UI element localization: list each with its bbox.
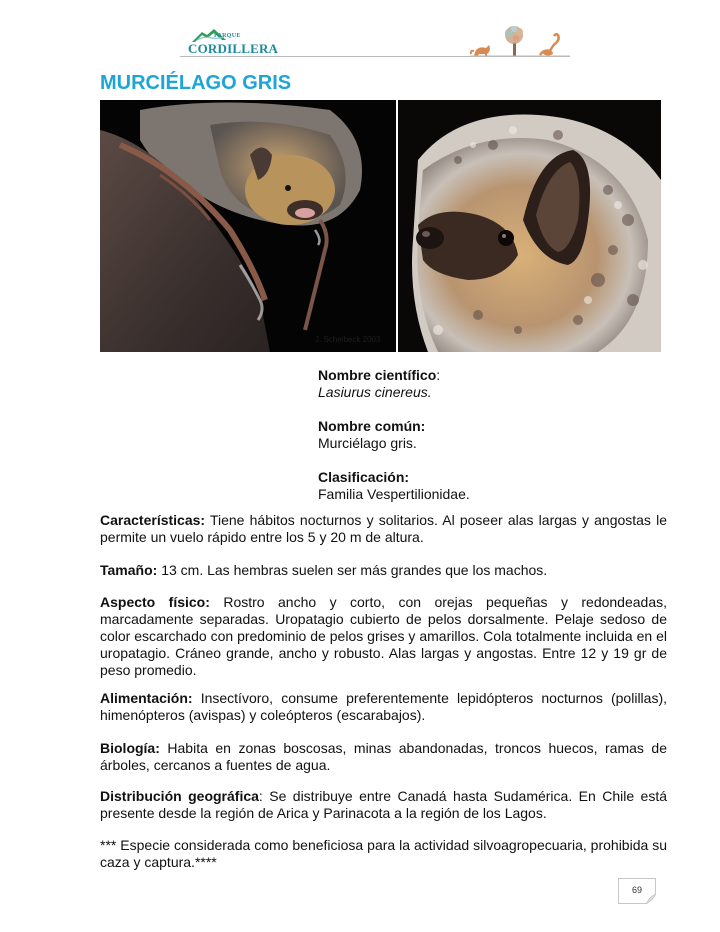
bat-photo-wings [100,100,396,352]
biologia-text: Habita en zonas boscosas, minas abandonadas, troncos huecos, ramas de árboles, cercanos a fuentes de agua. [100,740,667,773]
common-name-value: Murciélago gris. [318,435,417,451]
alimentacion-label: Alimentación: [100,690,193,706]
distribucion-text: : Se distribuye entre Canadá hasta Sudamérica. En Chile está presente desde la región de Arica y Parinacota a la región de los Lagos. [100,788,668,821]
section-biologia [100,740,667,774]
page-header [180,22,570,62]
page-number-badge [618,878,656,904]
tamano-text: 13 cm. Las hembras suelen ser más grandes que los machos. [157,562,548,578]
logo-small-text: PARQUE [214,33,241,39]
photo-credit: J. Scheibeck 2003 [315,335,381,344]
page-number: 69 [631,885,642,895]
wildlife-decoration-icon [470,25,570,57]
parque-cordillera-logo [184,24,279,58]
alimentacion-text: Insectívoro, consume preferentemente lepidópteros nocturnos (polillas), himenópteros (avispas) y coleópteros (escarabajos). [100,690,667,723]
scientific-name-value: Lasiurus cinereus. [318,384,432,400]
distribucion-label: Distribución geográfica [100,788,259,804]
caracteristicas-text: Tiene hábitos nocturnos y solitarios. Al poseer alas largas y angostas le permite un vuelo rápido entre los 5 y 20 m de altura. [100,512,667,545]
page-curl-icon [646,894,656,904]
nota-text: *** Especie considerada como beneficiosa para la actividad silvoagropecuaria, prohibida su caza y captura.**** [100,837,667,870]
biologia-label: Biología: [100,740,160,756]
page-title: MURCIÉLAGO GRIS [100,72,292,94]
classification-value: Familia Vespertilionidae. [318,486,470,502]
aspecto-fisico-text: Rostro ancho y corto, con orejas pequeñas y redondeadas, marcadamente separadas. Uropatagio cubierto de pelos dorsalmente. Pelaje sedoso de color escarchado con predominio de pelos grises y amarillos. Cola totalmente incluida en el uropatagio. Cráneo grande, ancho y robusto. Alas largas y angostas. Entre 12 y 19 gr de peso promedio. [100,594,668,678]
bat-photo-profile [398,100,661,352]
squirrel-icon [540,34,559,55]
tree-icon [505,26,523,56]
caracteristicas-label: Características: [100,512,206,528]
tamano-label: Tamaño: [100,562,158,578]
classification-label: Clasificación: [318,469,410,485]
section-alimentacion [100,690,667,724]
section-nota [100,837,667,871]
bat-wings-image [100,100,396,352]
species-info [318,367,470,503]
section-distribucion [100,788,667,822]
bat-profile-image [398,100,661,352]
section-tamano [100,562,667,579]
logo-main-text: CORDILLERA [188,41,279,56]
fox-icon [471,45,490,56]
section-caracteristicas [100,512,667,546]
scientific-name-label: Nombre científico: [318,367,441,383]
section-aspecto-fisico [100,594,667,679]
aspecto-fisico-label: Aspecto físico: [100,594,210,610]
common-name-label: Nombre común: [318,418,426,434]
